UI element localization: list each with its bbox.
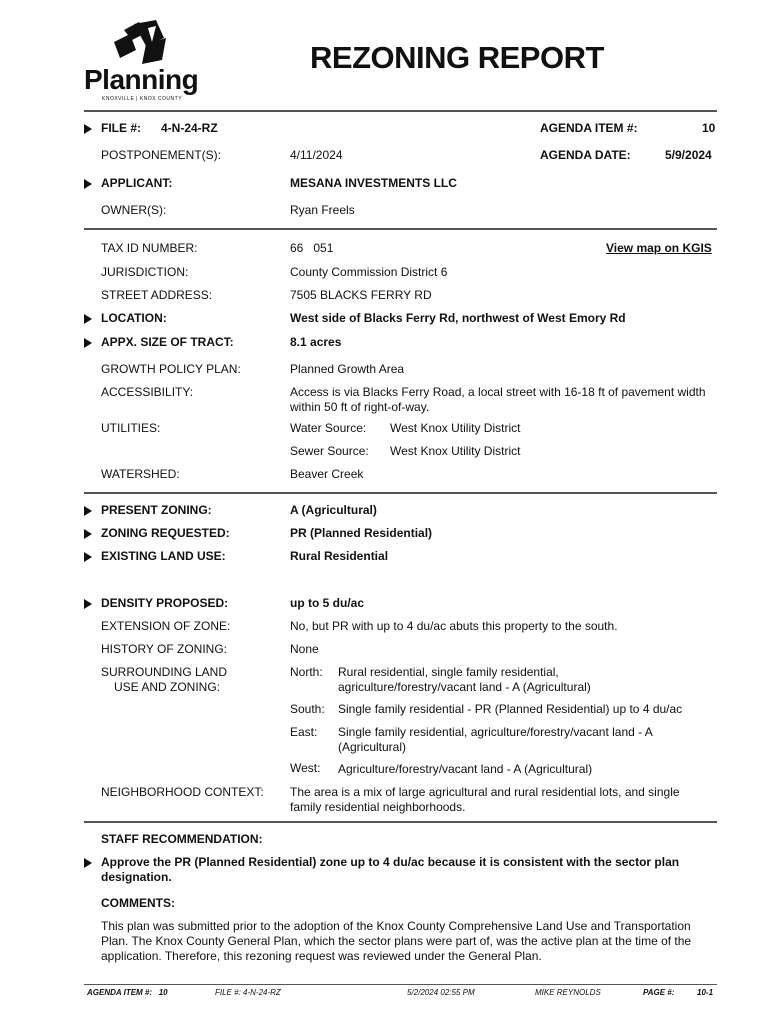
growth-policy-label: GROWTH POLICY PLAN: bbox=[101, 362, 241, 376]
tract-size-value: 8.1 acres bbox=[290, 335, 342, 349]
growth-policy-value: Planned Growth Area bbox=[290, 362, 405, 376]
arrow-icon bbox=[84, 314, 92, 324]
zoning-requested-label: ZONING REQUESTED: bbox=[101, 526, 230, 540]
footer-page-value: 10-1 bbox=[697, 988, 714, 997]
staff-recommendation-text: Approve the PR (Planned Residential) zone up to 4 du/ac because it is consistent with the sector plan designation. bbox=[101, 855, 680, 884]
location-label: LOCATION: bbox=[101, 311, 167, 325]
arrow-icon bbox=[84, 529, 92, 539]
water-source-value: West Knox Utility District bbox=[390, 421, 521, 435]
zoning-requested-value: PR (Planned Residential) bbox=[290, 526, 433, 540]
jurisdiction-value: County Commission District 6 bbox=[290, 265, 448, 279]
west-value: Agriculture/forestry/vacant land - A (Agricultural) bbox=[338, 762, 593, 776]
present-zoning-value: A (Agricultural) bbox=[290, 503, 377, 517]
postponements-value: 4/11/2024 bbox=[290, 148, 343, 162]
owner-value: Ryan Freels bbox=[290, 203, 355, 217]
north-label: North: bbox=[290, 665, 323, 679]
watershed-label: WATERSHED: bbox=[101, 467, 180, 481]
arrow-icon bbox=[84, 599, 92, 609]
logo-subtitle: KNOXVILLE | KNOX COUNTY bbox=[102, 96, 183, 102]
east-value: Single family residential, agriculture/forestry/vacant land - A (Agricultural) bbox=[338, 725, 653, 754]
arrow-icon bbox=[84, 338, 92, 348]
owner-label: OWNER(S): bbox=[101, 203, 167, 217]
tax-id-value: 66 051 bbox=[290, 241, 334, 255]
surrounding-label-line2: USE AND ZONING: bbox=[114, 680, 221, 694]
arrow-icon bbox=[84, 858, 92, 868]
comments-text: This plan was submitted prior to the adoption of the Knox County Comprehensive Land Use and Transportation Plan. The Knox County General Plan, which the sector plans were part of, was the active plan at the time of the application. Therefore, this rezoning request was reviewed under the General Plan. bbox=[101, 919, 692, 963]
arrow-icon bbox=[84, 506, 92, 516]
tract-size-label: APPX. SIZE OF TRACT: bbox=[101, 335, 234, 349]
arrow-icon bbox=[84, 552, 92, 562]
location-value: West side of Blacks Ferry Rd, northwest of West Emory Rd bbox=[290, 311, 626, 325]
divider bbox=[84, 228, 717, 230]
street-address-value: 7505 BLACKS FERRY RD bbox=[290, 288, 432, 302]
agenda-item-value: 10 bbox=[702, 121, 716, 135]
file-label: FILE #: bbox=[101, 121, 142, 135]
sewer-source-value: West Knox Utility District bbox=[390, 444, 521, 458]
sewer-source-label: Sewer Source: bbox=[290, 444, 369, 458]
logo-wordmark: Planning bbox=[84, 64, 199, 95]
jurisdiction-label: JURISDICTION: bbox=[101, 265, 189, 279]
footer-page-label: PAGE #: bbox=[643, 988, 675, 997]
divider bbox=[84, 492, 717, 494]
footer-planner: MIKE REYNOLDS bbox=[535, 988, 601, 997]
west-label: West: bbox=[290, 761, 321, 775]
watershed-value: Beaver Creek bbox=[290, 467, 364, 481]
applicant-label: APPLICANT: bbox=[101, 176, 173, 190]
footer-file: FILE #: 4-N-24-RZ bbox=[215, 988, 281, 997]
tax-id-label: TAX ID NUMBER: bbox=[101, 241, 198, 255]
density-proposed-label: DENSITY PROPOSED: bbox=[101, 596, 229, 610]
utilities-label: UTILITIES: bbox=[101, 421, 161, 435]
divider bbox=[84, 821, 717, 823]
footer-timestamp: 5/2/2024 02:55 PM bbox=[407, 988, 475, 997]
existing-land-use-value: Rural Residential bbox=[290, 549, 389, 563]
staff-recommendation-heading: STAFF RECOMMENDATION: bbox=[101, 832, 263, 846]
present-zoning-label: PRESENT ZONING: bbox=[101, 503, 212, 517]
south-value: Single family residential - PR (Planned Residential) up to 4 du/ac bbox=[338, 702, 683, 716]
footer-divider bbox=[84, 984, 717, 985]
arrow-icon bbox=[84, 179, 92, 189]
surrounding-label-line1: SURROUNDING LAND bbox=[101, 665, 228, 679]
agenda-date-label: AGENDA DATE: bbox=[540, 148, 631, 162]
history-of-zoning-value: None bbox=[290, 642, 319, 656]
history-of-zoning-label: HISTORY OF ZONING: bbox=[101, 642, 228, 656]
postponements-label: POSTPONEMENT(S): bbox=[101, 148, 222, 162]
street-address-label: STREET ADDRESS: bbox=[101, 288, 213, 302]
file-number: 4-N-24-RZ bbox=[161, 121, 218, 135]
neighborhood-context-label: NEIGHBORHOOD CONTEXT: bbox=[101, 785, 264, 799]
planning-logo bbox=[84, 20, 199, 104]
arrow-icon bbox=[84, 124, 92, 134]
page-title: REZONING REPORT bbox=[310, 40, 604, 75]
accessibility-value: Access is via Blacks Ferry Road, a local street with 16-18 ft of pavement width within 50 ft of right-of-way. bbox=[290, 385, 706, 414]
north-value: Rural residential, single family residential, agriculture/forestry/vacant land - A (Agricultural) bbox=[338, 665, 591, 694]
east-label: East: bbox=[290, 725, 318, 739]
footer-agenda-item: AGENDA ITEM #: 10 bbox=[87, 988, 168, 997]
density-proposed-value: up to 5 du/ac bbox=[290, 596, 365, 610]
agenda-item-label: AGENDA ITEM #: bbox=[540, 121, 638, 135]
comments-heading: COMMENTS: bbox=[101, 896, 175, 910]
water-source-label: Water Source: bbox=[290, 421, 367, 435]
accessibility-label: ACCESSIBILITY: bbox=[101, 385, 194, 399]
extension-of-zone-label: EXTENSION OF ZONE: bbox=[101, 619, 231, 633]
south-label: South: bbox=[290, 702, 325, 716]
kgis-map-link[interactable]: View map on KGIS bbox=[606, 241, 712, 255]
applicant-value: MESANA INVESTMENTS LLC bbox=[290, 176, 457, 190]
neighborhood-context-value: The area is a mix of large agricultural and rural residential lots, and single family residential neighborhoods. bbox=[290, 785, 680, 814]
existing-land-use-label: EXISTING LAND USE: bbox=[101, 549, 226, 563]
agenda-date-value: 5/9/2024 bbox=[665, 148, 712, 162]
divider bbox=[84, 110, 717, 112]
extension-of-zone-value: No, but PR with up to 4 du/ac abuts this property to the south. bbox=[290, 619, 618, 633]
